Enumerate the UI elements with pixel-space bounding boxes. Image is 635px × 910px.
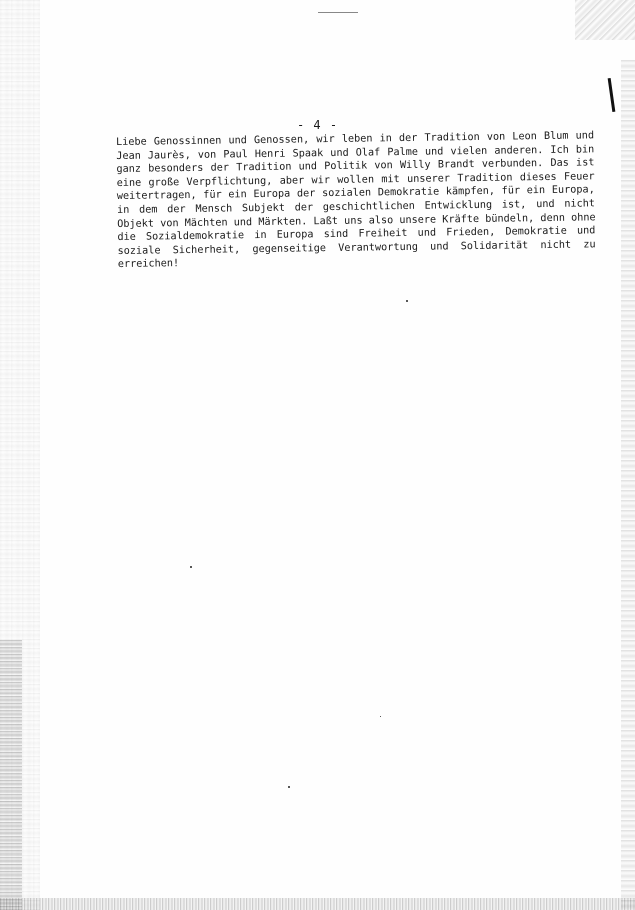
scan-noise-top-right xyxy=(575,0,635,40)
text-line: soziale Sicherheit, gegenseitige Verantwortung und Solidarität nicht zu xyxy=(117,239,596,257)
text-line: Liebe Genossinnen und Genossen, wir leben in der Tradition von Leon Blum und xyxy=(116,130,595,148)
scan-speck xyxy=(380,716,381,717)
body-paragraph xyxy=(116,129,596,272)
scan-noise-bottom-edge xyxy=(0,898,635,910)
scan-speck xyxy=(406,300,408,302)
text-line: eine große Verpflichtung, aber wir wollen mit unserer Tradition dieses Feuer xyxy=(116,171,595,189)
scan-noise-left-edge-dark xyxy=(0,640,22,910)
scan-noise-right-edge xyxy=(621,60,635,910)
text-line: Jean Jaurès, von Paul Henri Spaak und Olaf Palme und vielen anderen. Ich bin xyxy=(116,143,595,162)
scan-speck xyxy=(288,786,290,788)
text-line: ganz besonders der Tradition und Politik von Willy Brandt verbunden. Das ist xyxy=(116,157,595,176)
text-line: die Sozialdemokratie in Europa sind Freiheit und Frieden, Demokratie und xyxy=(117,225,596,244)
text-line: weitertragen, für ein Europa der sozialen Demokratie kämpfen, für ein Europa, xyxy=(116,184,595,203)
scan-mark-top-right xyxy=(608,78,616,112)
scan-mark-top xyxy=(318,12,358,13)
page-number: - 4 - xyxy=(296,118,339,132)
text-line: Objekt von Mächten und Märkten. Laßt uns also unsere Kräfte bündeln, denn ohne xyxy=(117,211,596,230)
text-line: erreichen! xyxy=(117,258,180,271)
scan-speck xyxy=(190,566,192,568)
text-line: in dem der Mensch Subjekt der geschichtlichen Entwicklung ist, und nicht xyxy=(116,198,596,216)
